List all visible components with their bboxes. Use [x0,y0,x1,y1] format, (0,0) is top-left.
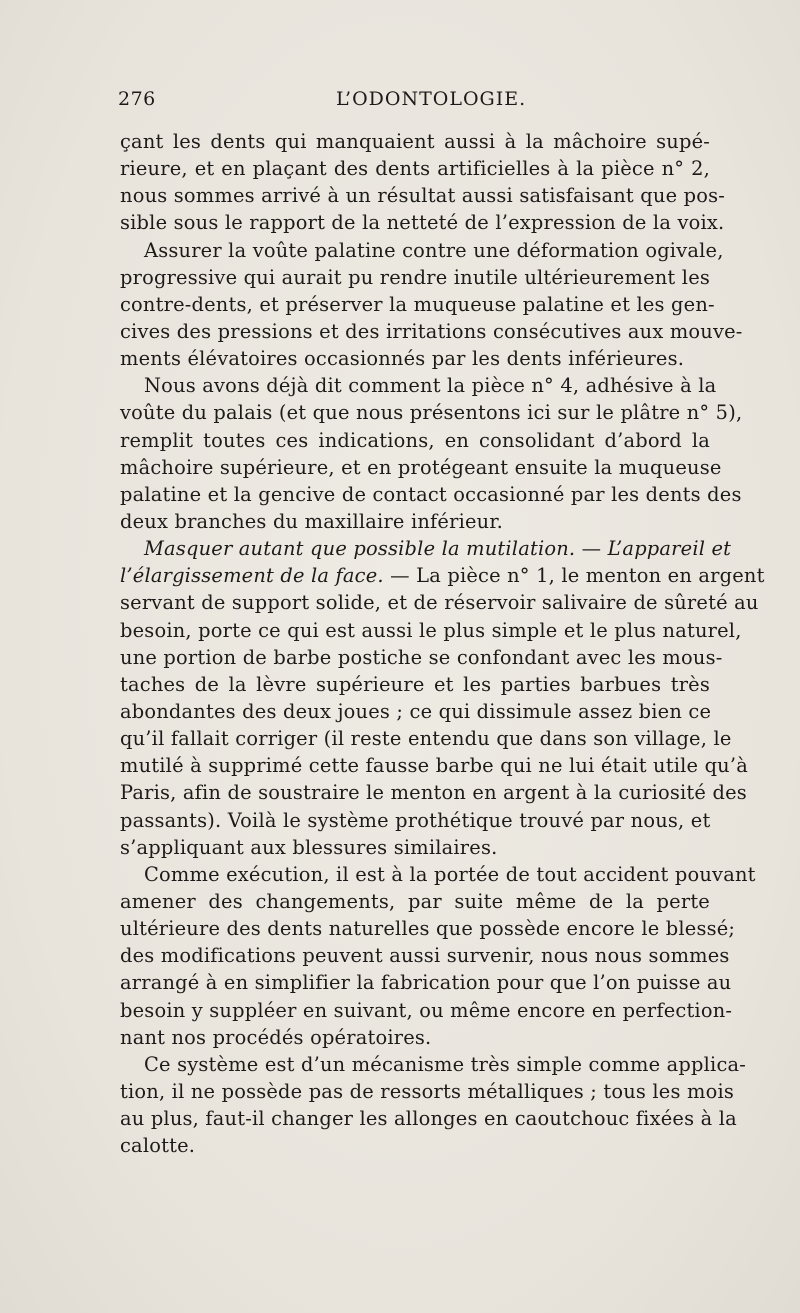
text-line: qu’il fallait corriger (il reste entendu que dans son village, le [120,727,732,751]
text-line: servant de support solide, et de réservoir salivaire de sûreté au [120,591,759,615]
text-line: taches de la lèvre supérieure et les parties barbues très [120,672,710,696]
text-line: nant nos procédés opératoires. [120,1025,432,1049]
text-line: abondantes des deux joues ; ce qui dissimule assez bien ce [120,699,712,723]
text-line: des modifications peuvent aussi survenir, nous nous sommes [120,944,730,968]
text-line: remplit toutes ces indications, en consolidant d’abord la [120,428,710,452]
text-line: besoin, porte ce qui est aussi le plus simple et le plus naturel, [120,618,742,642]
running-title: L’ODONTOLOGIE. [336,88,527,110]
text-line: mutilé à supprimé cette fausse barbe qui ne lui était utile qu’à [120,754,748,778]
text-line: deux branches du maxillaire inférieur. [120,509,504,533]
text-line: Ce système est d’un mécanisme très simple comme applica- [144,1052,747,1076]
heading-dash: — [581,537,602,561]
text-line-italic-heading [120,535,732,562]
text-line-italic-heading [120,562,765,589]
text-line: ultérieure des dents naturelles que possède encore le blessé; [120,917,736,941]
italic-heading-part: L’appareil et [607,537,732,561]
text-line: besoin y suppléer en suivant, ou même encore en perfection- [120,998,733,1022]
text-line: çant les dents qui manquaient aussi à la mâchoire supé- [120,130,710,153]
text-line: contre-dents, et préserver la muqueuse palatine et les gen- [120,292,715,316]
text-line: ments élévatoires occasionnés par les dents inférieures. [120,347,685,371]
text-line: progressive qui aurait pu rendre inutile ultérieurement les [120,265,711,289]
text-line: tion, il ne possède pas de ressorts métalliques ; tous les mois [120,1079,735,1103]
page-header [118,88,718,116]
text-line: Comme exécution, il est à la portée de tout accident pouvant [144,862,756,886]
text-line: calotte. [120,1134,196,1158]
text-line: une portion de barbe postiche se confondant avec les mous- [120,645,723,669]
body-text [120,128,765,1159]
text-line: Nous avons déjà dit comment la pièce n° 4, adhésive à la [144,374,717,398]
text-line: amener des changements, par suite même de la perte [120,889,710,913]
text-line: nous sommes arrivé à un résultat aussi satisfaisant que pos- [120,184,726,208]
text-line: arrangé à en simplifier la fabrication pour que l’on puisse au [120,971,732,995]
italic-heading-part: Masquer autant que possible la mutilation. [144,537,576,561]
text-line: au plus, faut-il changer les allonges en caoutchouc fixées à la [120,1107,737,1131]
text-line: sible sous le rapport de la netteté de l’expression de la voix. [120,211,725,235]
text-line: voûte du palais (et que nous présentons ici sur le plâtre n° 5), [120,401,743,425]
heading-continuation: — La pièce n° 1, le menton en argent [390,564,765,588]
text-line: passants). Voilà le système prothétique trouvé par nous, et [120,808,711,832]
text-line: rieure, et en plaçant des dents artificielles à la pièce n° 2, [120,157,710,181]
text-line: Assurer la voûte palatine contre une déformation ogivale, [144,238,724,262]
text-line: Paris, afin de soustraire le menton en argent à la curiosité des [120,781,747,805]
text-line: mâchoire supérieure, et en protégeant ensuite la muqueuse [120,455,722,479]
text-line: cives des pressions et des irritations consécutives aux mouve- [120,319,743,343]
italic-heading-part: l’élargissement de la face. [120,564,384,588]
text-line: palatine et la gencive de contact occasionné par les dents des [120,482,742,506]
page-number: 276 [118,88,156,110]
text-line: s’appliquant aux blessures similaires. [120,835,498,859]
